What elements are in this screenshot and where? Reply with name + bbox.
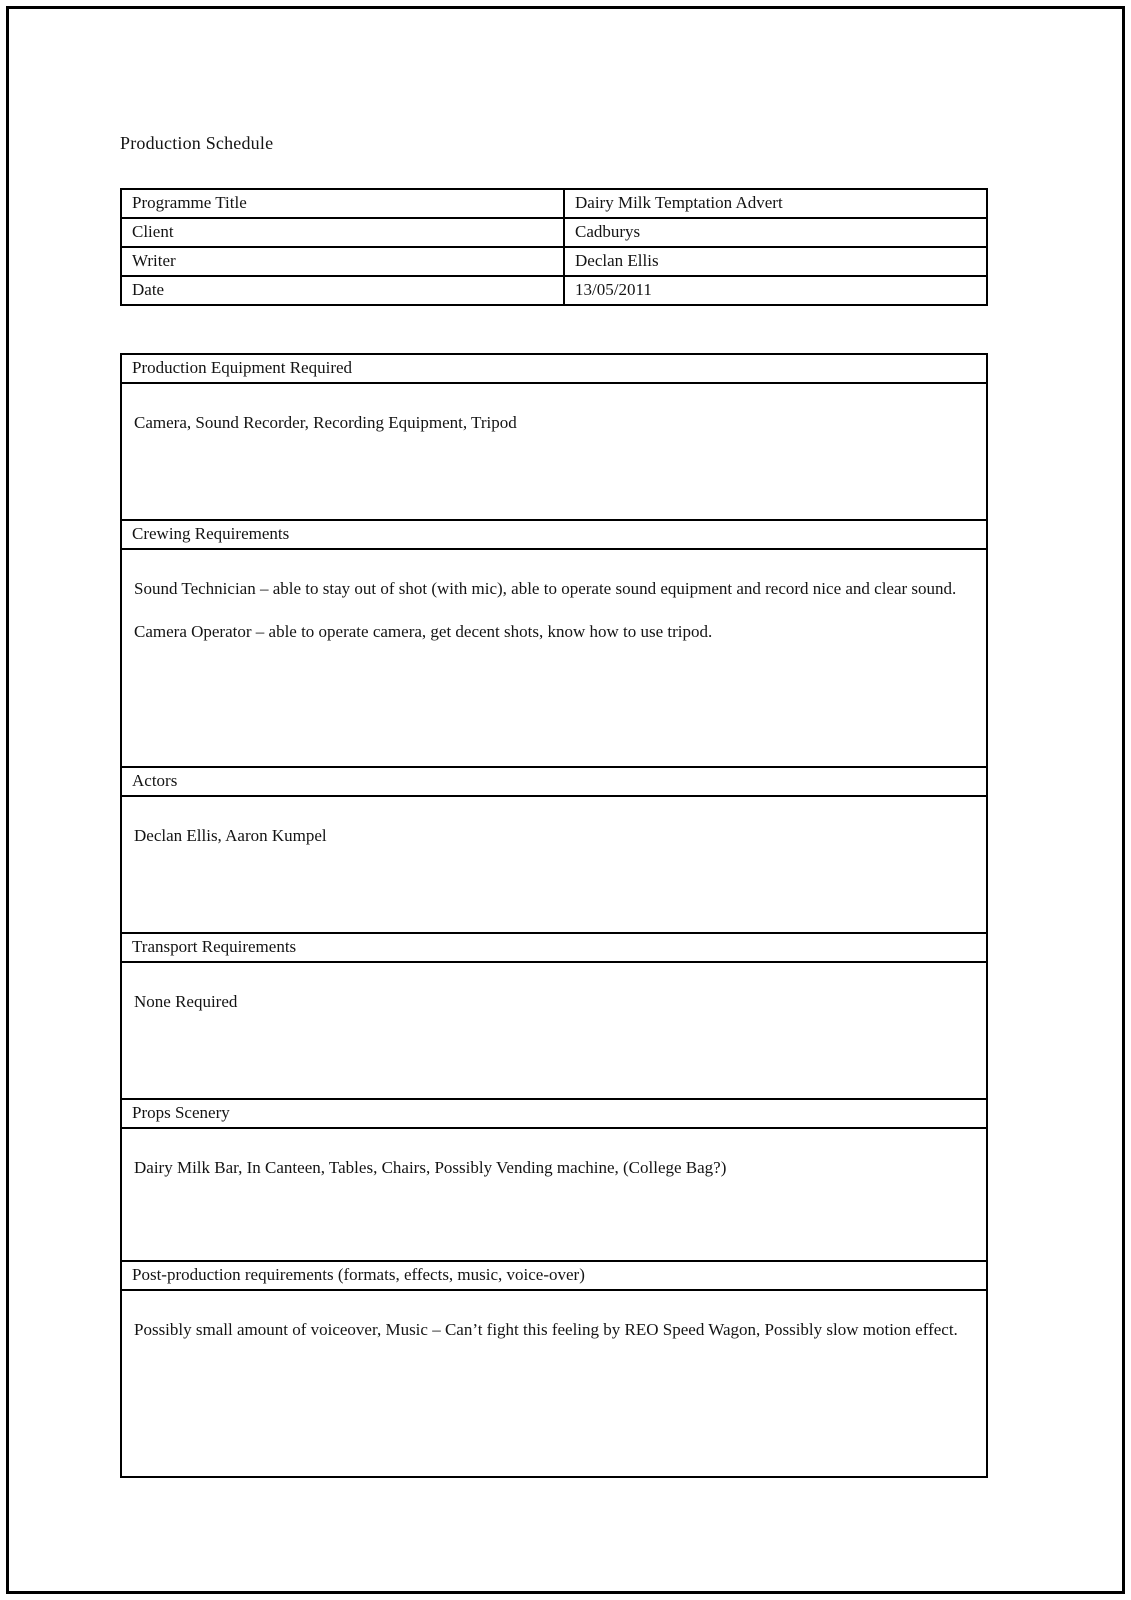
section-header-transport: Transport Requirements [122,934,986,963]
section-header-production-equipment: Production Equipment Required [122,355,986,384]
document-page [6,6,1125,1594]
row-value: Declan Ellis [575,251,659,270]
section-body-actors [122,797,986,934]
page-title: Production Schedule [120,133,274,153]
row-value: Dairy Milk Temptation Advert [575,193,783,212]
requirements-table [120,353,988,1478]
section-paragraph: Camera Operator – able to operate camera, get decent shots, know how to use tripod. [134,621,713,641]
row-label: Date [122,277,565,304]
row-label: Client [122,219,565,246]
table-row [122,277,986,304]
section-body-props-scenery [122,1129,986,1262]
section-paragraph: Camera, Sound Recorder, Recording Equipment, Tripod [134,413,517,432]
section-header-props-scenery: Props Scenery [122,1100,986,1129]
section-header-actors: Actors [122,768,986,797]
row-value: Cadburys [575,222,641,241]
section-body-post-production [122,1291,986,1476]
section-body-crewing [122,550,986,768]
table-row [122,248,986,277]
section-header-post-production: Post-production requirements (formats, effects, music, voice-over) [122,1262,986,1291]
row-value: 13/05/2011 [575,280,652,299]
section-paragraph: Declan Ellis, Aaron Kumpel [134,826,327,845]
programme-info-table [120,188,988,306]
row-label: Writer [122,248,565,275]
section-paragraph: Possibly small amount of voiceover, Music – Can’t fight this feeling by REO Speed Wagon, Possibly slow motion effect. [134,1320,958,1339]
section-header-crewing: Crewing Requirements [122,521,986,550]
table-row [122,190,986,219]
section-body-production-equipment [122,384,986,521]
section-paragraph: Sound Technician – able to stay out of shot (with mic), able to operate sound equipment and record nice and clear sound. [134,579,957,598]
section-paragraph: None Required [134,992,238,1011]
table-row [122,219,986,248]
row-label: Programme Title [122,190,565,217]
section-paragraph: Dairy Milk Bar, In Canteen, Tables, Chairs, Possibly Vending machine, (College Bag?) [134,1158,727,1177]
section-body-transport [122,963,986,1100]
page-content [120,133,988,1478]
